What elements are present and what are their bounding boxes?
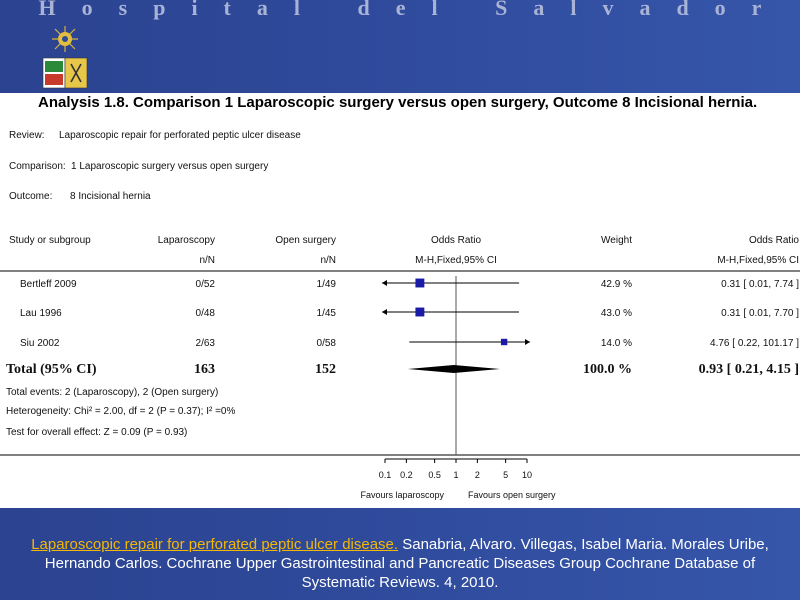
outcome-value: 8 Incisional hernia [70, 191, 151, 202]
row-lap: 0/52 [195, 279, 215, 290]
comparison-value: 1 Laparoscopic surgery versus open surgery [71, 161, 269, 172]
row-study: Siu 2002 [20, 338, 60, 349]
header-laparoscopy-sub: n/N [199, 255, 215, 266]
total-lap: 163 [194, 362, 215, 377]
row-weight: 42.9 % [600, 279, 632, 290]
study-square [501, 339, 507, 345]
pooled-diamond [408, 365, 500, 373]
x-axis-tick-label: 10 [521, 470, 533, 480]
citation-link[interactable]: Laparoscopic repair for perforated peptic ulcer disease. [31, 536, 399, 553]
row-ci: 0.31 [ 0.01, 7.70 ] [721, 308, 799, 319]
total-label: Total (95% CI) [6, 362, 97, 377]
hospital-name: Hospital del Salvador [38, 0, 788, 20]
review-label: Review: [9, 130, 45, 141]
row-open: 1/45 [316, 308, 336, 319]
ci-arrow-left [382, 280, 387, 286]
row-lap: 2/63 [195, 338, 215, 349]
analysis-title: Analysis 1.8. Comparison 1 Laparoscopic surgery versus open surgery, Outcome 8 Incisional hernia. [38, 94, 758, 111]
ci-arrow-left [382, 309, 387, 315]
total-events: Total events: 2 (Laparoscopy), 2 (Open surgery) [6, 387, 219, 398]
header-odds-ratio-sub: M-H,Fixed,95% CI [415, 255, 497, 266]
citation-text: Sanabria, Alvaro. Villegas, Isabel Maria. Morales Uribe, Hernando Carlos. Cochrane Upper Gastrointestinal and Pancreatic Diseases Group Cochrane Database of Systematic Reviews. 4, 2010. [44, 536, 769, 591]
total-open: 152 [315, 362, 336, 377]
overall-effect: Test for overall effect: Z = 0.09 (P = 0.93) [6, 427, 188, 438]
header-study: Study or subgroup [9, 235, 91, 246]
header-weight: Weight [601, 235, 632, 246]
review-value: Laparoscopic repair for perforated peptic ulcer disease [59, 130, 301, 141]
favours-right-label: Favours open surgery [468, 490, 556, 500]
outcome-label: Outcome: [9, 191, 53, 202]
row-study: Bertleff 2009 [20, 279, 77, 290]
x-axis-tick-label: 5 [503, 470, 509, 480]
table-rules [0, 271, 800, 455]
total-weight: 100.0 % [583, 362, 632, 377]
row-weight: 43.0 % [600, 308, 632, 319]
x-axis-tick-label: 2 [474, 470, 480, 480]
citation-footer [0, 508, 800, 600]
header-odds-ratio: Odds Ratio [430, 235, 482, 246]
header-odds-ratio-2: Odds Ratio [748, 235, 799, 246]
header-odds-ratio-2-sub: M-H,Fixed,95% CI [717, 255, 799, 266]
study-square [415, 279, 424, 288]
row-open: 1/49 [316, 279, 336, 290]
row-open: 0/58 [316, 338, 336, 349]
header-open-sub: n/N [320, 255, 336, 266]
row-ci: 0.31 [ 0.01, 7.74 ] [721, 279, 799, 290]
ci-arrow-right [525, 339, 530, 345]
comparison-label: Comparison: [9, 161, 66, 172]
favours-left-label: Favours laparoscopy [360, 490, 444, 500]
total-ci: 0.93 [ 0.21, 4.15 ] [698, 362, 799, 377]
row-weight: 14.0 % [600, 338, 632, 349]
header-laparoscopy: Laparoscopy [157, 235, 215, 246]
header-open: Open surgery [275, 235, 336, 246]
x-axis-tick-label: 0.2 [400, 470, 413, 480]
x-axis-tick-label: 0.5 [428, 470, 441, 480]
study-square [415, 308, 424, 317]
x-axis-tick-label: 1 [453, 470, 459, 480]
row-study: Lau 1996 [20, 308, 62, 319]
row-lap: 0/48 [195, 308, 215, 319]
row-ci: 4.76 [ 0.22, 101.17 ] [710, 338, 799, 349]
heterogeneity: Heterogeneity: Chi² = 2.00, df = 2 (P = 0.37); I² =0% [6, 406, 236, 417]
x-axis-tick-label: 0.1 [378, 470, 392, 480]
